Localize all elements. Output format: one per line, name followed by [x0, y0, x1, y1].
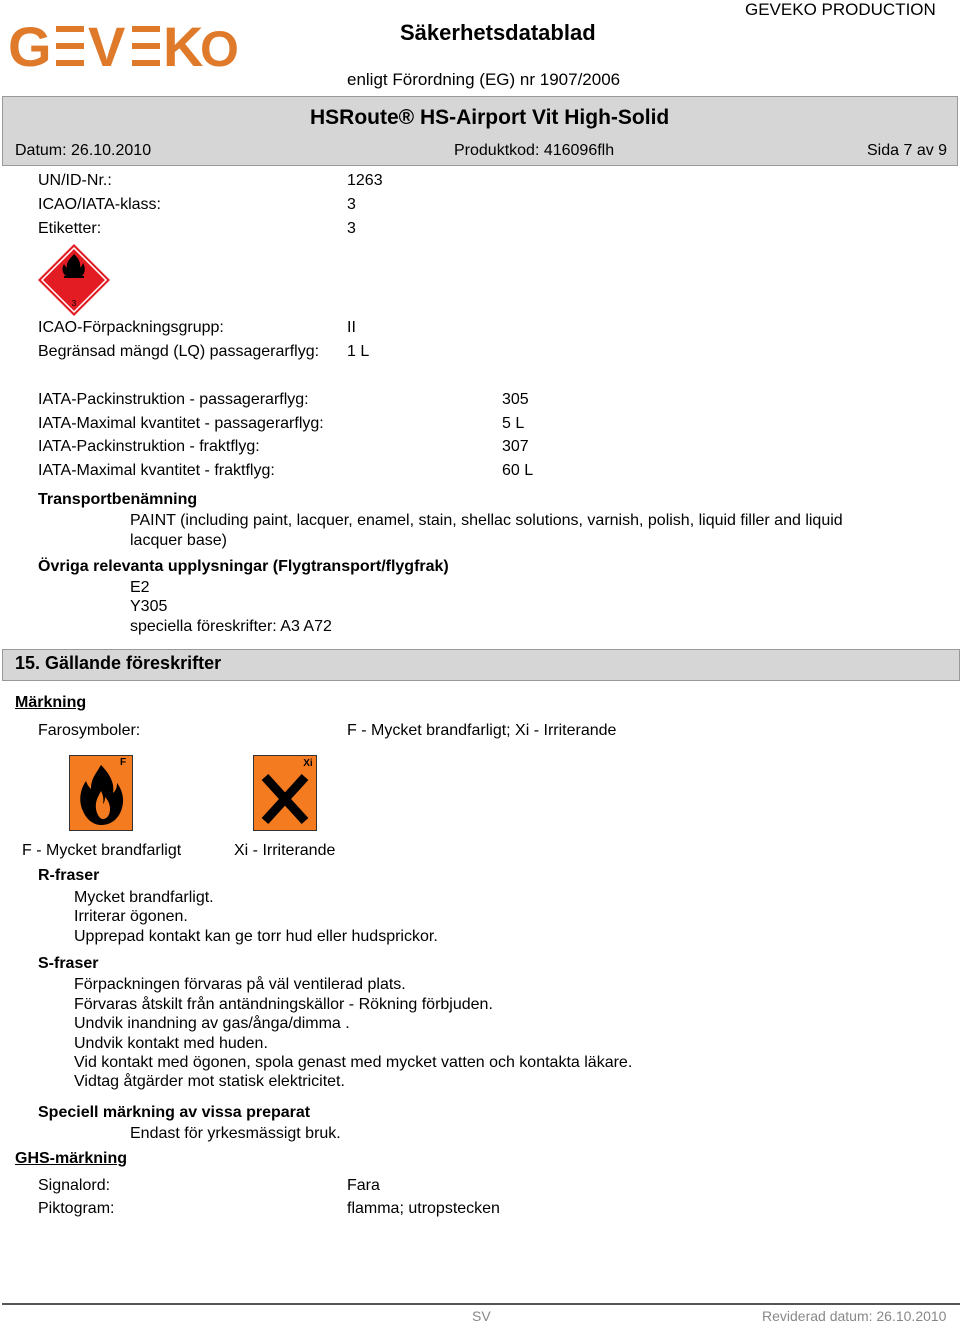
document-date: Datum: 26.10.2010	[15, 142, 152, 159]
svg-text:O: O	[200, 21, 241, 77]
s-phrase: Vidtag åtgärder mot statisk elektricitet.	[74, 1073, 345, 1090]
iata-max-passenger-label: IATA-Maximal kvantitet - passagerarflyg:	[38, 415, 324, 432]
ghs-marking-heading: GHS-märkning	[15, 1150, 128, 1167]
flame-hazard-icon	[69, 755, 133, 831]
pictogram-value: flamma; utropstecken	[347, 1200, 500, 1217]
company-name: GEVEKO PRODUCTION	[745, 0, 936, 19]
product-code: Produktkod: 416096flh	[454, 142, 615, 159]
symbol-xi-caption: Xi - Irriterande	[234, 842, 336, 859]
iata-max-cargo-value: 60 L	[502, 462, 534, 479]
marking-heading: Märkning	[15, 694, 87, 711]
svg-text:K: K	[163, 15, 206, 78]
footer-divider	[2, 1303, 960, 1305]
un-number-label: UN/ID-Nr.:	[38, 172, 112, 189]
labels-label: Etiketter:	[38, 220, 102, 237]
limited-quantity-value: 1 L	[347, 343, 370, 360]
hazard-symbols-label: Farosymboler:	[38, 722, 141, 739]
special-marking-text: Endast för yrkesmässigt bruk.	[130, 1125, 341, 1142]
flammable-liquid-diamond-icon	[36, 242, 112, 318]
section-15-title: 15. Gällande föreskrifter	[15, 653, 222, 673]
transport-name-line2: lacquer base)	[130, 532, 227, 549]
r-phrase: Upprepad kontakt kan ge torr hud eller hudsprickor.	[74, 928, 438, 945]
other-info-line: E2	[130, 579, 150, 596]
irritant-hazard-icon	[253, 755, 317, 831]
r-phrase: Mycket brandfarligt.	[74, 889, 214, 906]
s-phrase: Förpackningen förvaras på väl ventilerad plats.	[74, 976, 406, 993]
other-info-line: speciella föreskrifter: A3 A72	[130, 618, 332, 635]
other-info-heading: Övriga relevanta upplysningar (Flygtransport/flygfrak)	[38, 558, 449, 575]
footer-language: SV	[472, 1308, 491, 1324]
diamond-class-number: 3	[71, 299, 77, 308]
svg-text:V: V	[88, 15, 128, 78]
iata-pack-cargo-label: IATA-Packinstruktion - fraktflyg:	[38, 438, 260, 455]
page-number: Sida 7 av 9	[867, 142, 948, 159]
symbol-f-letter: F	[119, 757, 127, 768]
s-phrase: Förvaras åtskilt från antändningskällor - Rökning förbjuden.	[74, 996, 493, 1013]
product-name: HSRoute® HS-Airport Vit High-Solid	[310, 106, 670, 129]
signal-word-value: Fara	[347, 1177, 380, 1194]
pictogram-label: Piktogram:	[38, 1200, 115, 1217]
limited-quantity-label: Begränsad mängd (LQ) passagerarflyg:	[38, 343, 320, 360]
svg-text:G: G	[8, 15, 54, 78]
iata-pack-cargo-value: 307	[502, 438, 529, 455]
regulation-text: enligt Förordning (EG) nr 1907/2006	[347, 70, 621, 89]
transport-name-line1: PAINT (including paint, lacquer, enamel, stain, shellac solutions, varnish, polish, liquid filler and liquid	[130, 512, 843, 529]
iata-max-cargo-label: IATA-Maximal kvantitet - fraktflyg:	[38, 462, 275, 479]
r-phrases-heading: R-fraser	[38, 867, 100, 884]
labels-value: 3	[347, 220, 356, 237]
transport-name-heading: Transportbenämning	[38, 491, 198, 508]
r-phrase: Irriterar ögonen.	[74, 908, 188, 925]
iata-pack-passenger-label: IATA-Packinstruktion - passagerarflyg:	[38, 391, 309, 408]
symbol-xi-letter: Xi	[303, 758, 313, 769]
s-phrase: Undvik inandning av gas/ånga/dimma .	[74, 1015, 350, 1032]
logo-graphic	[8, 15, 241, 78]
iata-pack-passenger-value: 305	[502, 391, 529, 408]
s-phrase: Vid kontakt med ögonen, spola genast med mycket vatten och kontakta läkare.	[74, 1054, 633, 1071]
un-number-value: 1263	[347, 172, 383, 189]
symbol-f-caption: F - Mycket brandfarligt	[22, 842, 182, 859]
icao-class-label: ICAO/IATA-klass:	[38, 196, 161, 213]
hazard-symbols-value: F - Mycket brandfarligt; Xi - Irriterande	[347, 722, 617, 739]
other-info-line: Y305	[130, 598, 168, 615]
special-marking-heading: Speciell märkning av vissa preparat	[38, 1104, 311, 1121]
s-phrase: Undvik kontakt med huden.	[74, 1035, 268, 1052]
icao-packing-group-value: II	[347, 319, 356, 336]
signal-word-label: Signalord:	[38, 1177, 111, 1194]
iata-max-passenger-value: 5 L	[502, 415, 525, 432]
footer-revised-date: Reviderad datum: 26.10.2010	[762, 1308, 947, 1324]
document-title: Säkerhetsdatablad	[400, 20, 596, 45]
icao-class-value: 3	[347, 196, 356, 213]
s-phrases-heading: S-fraser	[38, 955, 99, 972]
icao-packing-group-label: ICAO-Förpackningsgrupp:	[38, 319, 224, 336]
